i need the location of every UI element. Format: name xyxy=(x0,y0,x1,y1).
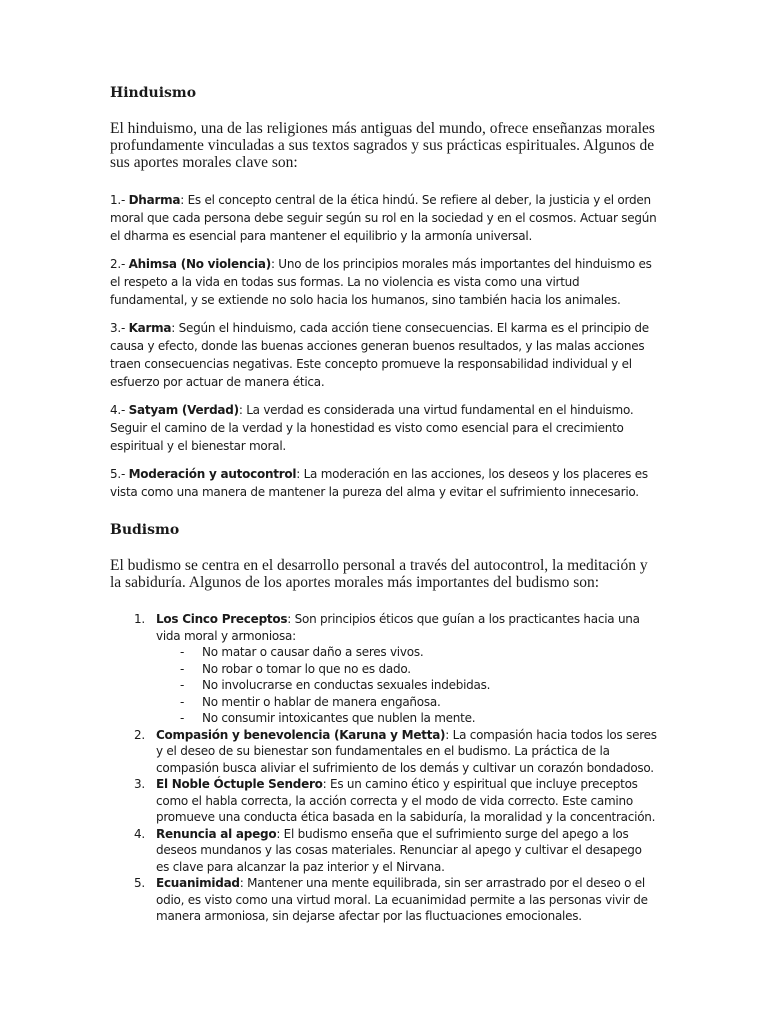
precept-text: No matar o causar daño a seres vivos. xyxy=(202,645,424,659)
precept-text: No consumir intoxicantes que nublen la mente. xyxy=(202,711,476,725)
section-heading-budismo: Budismo xyxy=(110,522,180,538)
budismo-item-1 xyxy=(110,611,658,727)
budismo-intro: El budismo se centra en el desarrollo personal a través del autocontrol, la meditación y la sabiduría. Algunos de los aportes morales más importantes del budismo son: xyxy=(110,557,648,591)
document-page xyxy=(110,84,658,925)
item-prefix: 1.- xyxy=(110,193,129,207)
list-dash: - xyxy=(180,678,185,692)
item-prefix: 5.- xyxy=(110,467,129,481)
item-term: Renuncia al apego xyxy=(156,826,277,841)
item-text: : La compasión hacia todos los seres y el deseo de su bienestar son fundamentales en el budismo. La práctica de la compasión busca aliviar el sufrimiento de los demás y cultivar un corazón bondadoso. xyxy=(156,727,657,775)
hinduismo-item-5 xyxy=(110,465,658,501)
section-heading-hinduismo: Hinduismo xyxy=(110,85,197,101)
item-prefix: 4.- xyxy=(110,403,129,417)
item-term: Karma xyxy=(128,321,172,335)
list-dash: - xyxy=(180,661,185,676)
item-term: El Noble Óctuple Sendero xyxy=(156,777,323,791)
item-prefix: 3.- xyxy=(110,321,129,335)
hinduismo-item-4 xyxy=(110,401,658,455)
budismo-list xyxy=(110,611,658,925)
precept-item xyxy=(156,710,658,727)
precept-text: No robar o tomar lo que no es dado. xyxy=(202,661,411,676)
item-term: Dharma xyxy=(128,193,181,207)
list-number: 4. xyxy=(134,826,145,841)
item-text: : Son principios éticos que guían a los practicantes hacia una vida moral y armoniosa: xyxy=(156,612,640,643)
hinduismo-item-1 xyxy=(110,191,658,245)
list-number: 2. xyxy=(134,727,145,742)
item-text: : Uno de los principios morales más importantes del hinduismo es el respeto a la vida en todas sus formas. La no violencia es vista como una virtud fundamental, y se extiende no solo hacia los humanos, sino también hacia los animales. xyxy=(110,257,652,307)
item-term: Los Cinco Preceptos xyxy=(156,612,288,626)
precepts-sublist xyxy=(156,644,658,727)
list-number: 5. xyxy=(134,876,145,890)
item-text: : Es un camino ético y espiritual que incluye preceptos como el habla correcta, la acción correcta y el modo de vida correcto. Este camino promueve una conducta ética basada en la sabiduría, la moralidad y la concentración. xyxy=(156,777,656,824)
item-text: : Es el concepto central de la ética hindú. Se refiere al deber, la justicia y el orden moral que cada persona debe seguir según su rol en la sociedad y en el cosmos. Actuar según el dharma es esencial para mantener el equilibrio y la armonía universal. xyxy=(110,193,657,243)
section-spacer xyxy=(110,511,658,521)
list-number: 3. xyxy=(134,777,145,791)
item-term: Ecuanimidad xyxy=(156,876,240,890)
budismo-item-2 xyxy=(110,727,658,777)
precept-text: No involucrarse en conductas sexuales indebidas. xyxy=(202,678,491,692)
item-prefix: 2.- xyxy=(110,257,129,271)
list-number: 1. xyxy=(134,612,145,626)
item-term: Compasión y benevolencia (Karuna y Metta) xyxy=(156,727,446,742)
hinduismo-intro: El hinduismo, una de las religiones más antiguas del mundo, ofrece enseñanzas morales profundamente vinculadas a sus textos sagrados y sus prácticas espirituales. Algunos de sus aportes morales clave son: xyxy=(110,120,655,171)
hinduismo-item-2 xyxy=(110,255,658,309)
item-term: Moderación y autocontrol xyxy=(128,467,297,481)
precept-text: No mentir o hablar de manera engañosa. xyxy=(202,694,441,709)
precept-item xyxy=(156,694,658,711)
precept-item xyxy=(156,677,658,694)
item-text: : El budismo enseña que el sufrimiento surge del apego a los deseos mundanos y las cosas materiales. Renunciar al apego y cultivar el desapego es clave para alcanzar la paz interior y el Nirvana. xyxy=(156,826,642,874)
item-text: : Según el hinduismo, cada acción tiene consecuencias. El karma es el principio de causa y efecto, donde las buenas acciones generan buenos resultados, y las malas acciones traen consecuencias negativas. Este concepto promueve la responsabilidad individual y el esfuerzo por actuar de manera ética. xyxy=(110,321,649,389)
item-term: Ahimsa (No violencia) xyxy=(128,257,271,271)
budismo-item-5 xyxy=(110,875,658,925)
precept-item xyxy=(156,661,658,678)
list-dash: - xyxy=(180,645,185,659)
item-text: : La verdad es considerada una virtud fundamental en el hinduismo. Seguir el camino de la verdad y la honestidad es visto como esencial para el crecimiento espiritual y el bienestar moral. xyxy=(110,403,634,453)
hinduismo-item-3 xyxy=(110,319,658,391)
item-text: : Mantener una mente equilibrada, sin ser arrastrado por el deseo o el odio, es visto como una virtud moral. La ecuanimidad permite a las personas vivir de manera armoniosa, sin dejarse afectar por las fluctuaciones emocionales. xyxy=(156,876,648,923)
item-term: Satyam (Verdad) xyxy=(128,403,239,417)
list-dash: - xyxy=(180,694,185,709)
budismo-item-4 xyxy=(110,826,658,876)
precept-item xyxy=(156,644,658,661)
list-dash: - xyxy=(180,711,185,725)
budismo-item-3 xyxy=(110,776,658,826)
item-text: : La moderación en las acciones, los deseos y los placeres es vista como una manera de mantener la pureza del alma y evitar el sufrimiento innecesario. xyxy=(110,467,648,499)
